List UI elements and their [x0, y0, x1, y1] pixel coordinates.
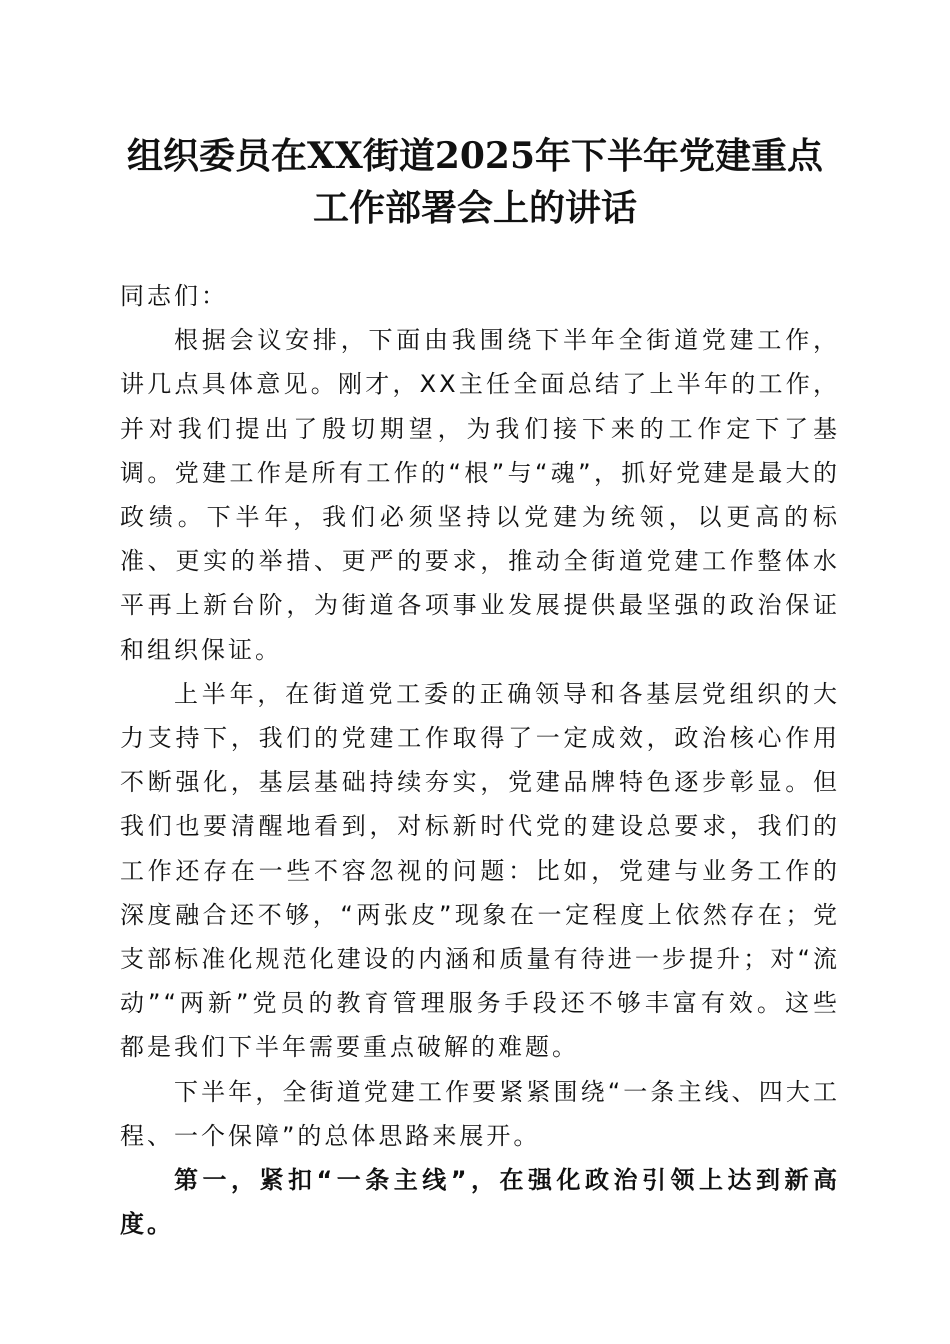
title-line-2: 工作部署会上的讲话	[312, 187, 637, 229]
paragraph-opening: 根据会议安排，下面由我围绕下半年全街道党建工作，讲几点具体意见。刚才，XX主任全面总结了上半年的工作，并对我们提出了殷切期望，为我们接下来的工作定下了基调。党建工作是所有工作的“根”与“魂”，抓好党建是最大的政绩。下半年，我们必须坚持以党建为统领，以更高的标准、更实的举措、更严的要求，推动全街道党建工作整体水平再上新台阶，为街道各项事业发展提供最坚强的政治保证和组织保证。	[120, 326, 840, 664]
paragraph-overall-approach: 下半年，全街道党建工作要紧紧围绕“一条主线、四大工程、一个保障”的总体思路来展开。	[120, 1077, 840, 1150]
section-heading-first: 第一，紧扣“一条主线”，在强化政治引领上达到新高度。	[120, 1166, 840, 1239]
salutation: 同志们：	[120, 282, 228, 310]
document-title	[90, 130, 860, 234]
paragraph-first-half-review: 上半年，在街道党工委的正确领导和各基层党组织的大力支持下，我们的党建工作取得了一定成效，政治核心作用不断强化，基层基础持续夯实，党建品牌特色逐步彰显。但我们也要清醒地看到，对标新时代党的建设总要求，我们的工作还存在一些不容忽视的问题：比如，党建与业务工作的深度融合还不够，“两张皮”现象在一定程度上依然存在；党支部标准化规范化建设的内涵和质量有待进一步提升；对“流动”“两新”党员的教育管理服务手段还不够丰富有效。这些都是我们下半年需要重点破解的难题。	[120, 679, 840, 1062]
document-body	[120, 274, 840, 1246]
title-line-1: 组织委员在XX街道2025年下半年党建重点	[126, 135, 824, 177]
